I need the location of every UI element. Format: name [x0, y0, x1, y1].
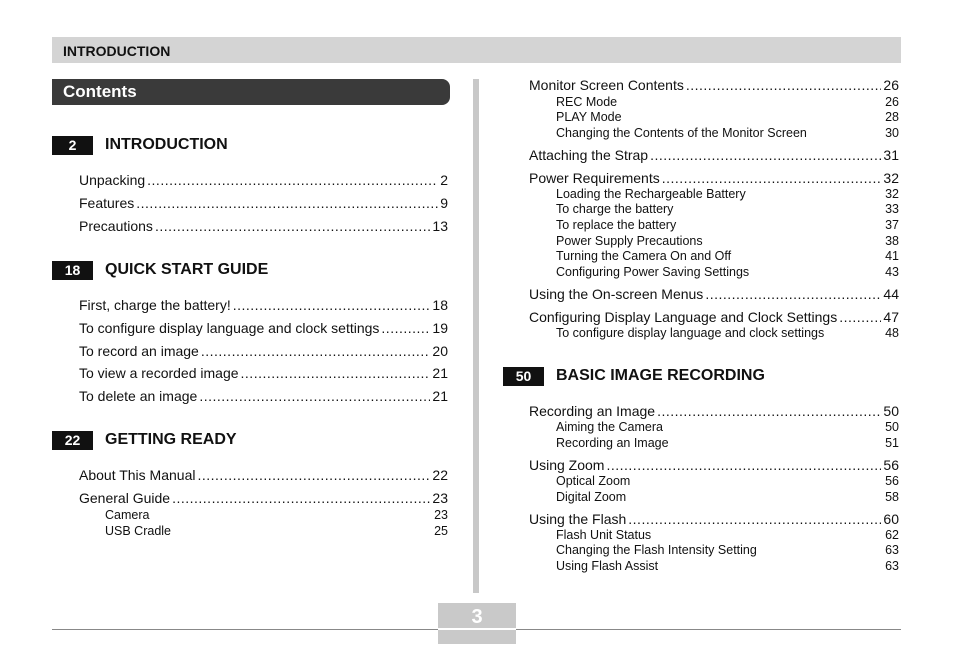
toc-entry[interactable] — [79, 490, 448, 506]
toc-subentry-page: 33 — [885, 202, 899, 216]
toc-subentry-page: 56 — [885, 474, 899, 488]
toc-subentry[interactable] — [556, 559, 899, 573]
section-number: 18 — [52, 261, 93, 280]
section-title[interactable]: GETTING READY — [105, 431, 237, 448]
toc-subentry[interactable] — [556, 95, 899, 109]
toc-entry[interactable] — [79, 172, 448, 188]
column-divider — [473, 79, 479, 593]
toc-subentry-text: Optical Zoom — [556, 474, 631, 488]
toc-entry-page: 21 — [432, 388, 448, 404]
contents-title-bar — [52, 79, 450, 105]
toc-subentry-text: Loading the Rechargeable Battery — [556, 187, 746, 201]
toc-entry-text: To configure display language and clock settings — [79, 320, 380, 336]
toc-subentry-page: 28 — [885, 110, 899, 124]
toc-subentry[interactable] — [556, 234, 899, 248]
toc-subentry-text: PLAY Mode — [556, 110, 622, 124]
toc-subentry-page: 63 — [885, 543, 899, 557]
toc-subentry-page: 48 — [885, 326, 899, 340]
leader-dots — [147, 172, 438, 188]
toc-subentry[interactable] — [556, 126, 899, 140]
toc-entry-page: 21 — [432, 365, 448, 381]
toc-entry[interactable] — [529, 457, 899, 473]
section-title[interactable]: BASIC IMAGE RECORDING — [556, 367, 765, 384]
toc-entry-page: 20 — [432, 343, 448, 359]
toc-entry-text: Precautions — [79, 218, 153, 234]
toc-subentry-text: REC Mode — [556, 95, 618, 109]
toc-subentry-page: 37 — [885, 218, 899, 232]
page-number: 3 — [471, 606, 483, 628]
toc-entry-text: Features — [79, 195, 135, 211]
toc-subentry-text: Configuring Power Saving Settings — [556, 265, 750, 279]
toc-entry[interactable] — [529, 147, 899, 163]
toc-subentry[interactable] — [105, 508, 448, 522]
toc-subentry-text: Changing the Flash Intensity Setting — [556, 543, 757, 557]
toc-entry-text: Using the Flash — [529, 511, 627, 527]
header-bar — [52, 37, 901, 63]
toc-entry-page: 2 — [440, 172, 448, 188]
leader-dots — [606, 457, 881, 473]
toc-entry[interactable] — [79, 297, 448, 313]
toc-entry-page: 31 — [883, 147, 899, 163]
toc-entry-page: 9 — [440, 195, 448, 211]
toc-subentry-page: 63 — [885, 559, 899, 573]
toc-entry-text: First, charge the battery! — [79, 297, 231, 313]
toc-entry[interactable] — [79, 320, 448, 336]
toc-entry[interactable] — [529, 309, 899, 325]
leader-dots — [381, 320, 430, 336]
toc-entry-text: Attaching the Strap — [529, 147, 649, 163]
toc-entry[interactable] — [529, 77, 899, 93]
toc-entry-page: 18 — [432, 297, 448, 313]
toc-entry[interactable] — [79, 467, 448, 483]
toc-entry-text: Using the On-screen Menus — [529, 286, 704, 302]
section-number: 50 — [503, 367, 544, 386]
toc-subentry-text: USB Cradle — [105, 524, 171, 538]
toc-entry-page: 50 — [883, 403, 899, 419]
toc-subentry-page: 25 — [434, 524, 448, 538]
toc-entry[interactable] — [529, 403, 899, 419]
toc-subentry-page: 32 — [885, 187, 899, 201]
section-number: 2 — [52, 136, 93, 155]
toc-entry-page: 22 — [432, 467, 448, 483]
leader-dots — [839, 309, 881, 325]
toc-subentry[interactable] — [556, 110, 899, 124]
toc-entry-text: To record an image — [79, 343, 199, 359]
toc-subentry-page: 51 — [885, 436, 899, 450]
leader-dots — [657, 403, 881, 419]
toc-subentry-text: To configure display language and clock settings — [556, 326, 825, 340]
toc-entry-page: 56 — [883, 457, 899, 473]
toc-entry[interactable] — [79, 218, 448, 234]
toc-entry-text: Power Requirements — [529, 170, 660, 186]
toc-subentry-page: 58 — [885, 490, 899, 504]
toc-subentry-text: Digital Zoom — [556, 490, 627, 504]
toc-subentry-text: Aiming the Camera — [556, 420, 663, 434]
toc-entry-text: To view a recorded image — [79, 365, 239, 381]
toc-subentry-page: 23 — [434, 508, 448, 522]
toc-subentry-text: Turning the Camera On and Off — [556, 249, 732, 263]
toc-subentry[interactable] — [556, 265, 899, 279]
toc-entry-text: Monitor Screen Contents — [529, 77, 684, 93]
leader-dots — [201, 343, 431, 359]
toc-entry-page: 23 — [432, 490, 448, 506]
toc-subentry[interactable] — [556, 436, 899, 450]
toc-subentry-text: Using Flash Assist — [556, 559, 659, 573]
toc-subentry-text: Flash Unit Status — [556, 528, 652, 542]
toc-entry-text: To delete an image — [79, 388, 198, 404]
contents-title: Contents — [63, 82, 137, 101]
leader-dots — [705, 286, 881, 302]
toc-subentry-page: 41 — [885, 249, 899, 263]
toc-subentry-text: Camera — [105, 508, 150, 522]
section-number: 22 — [52, 431, 93, 450]
toc-subentry-text: To replace the battery — [556, 218, 677, 232]
toc-subentry-page: 62 — [885, 528, 899, 542]
toc-entry-page: 44 — [883, 286, 899, 302]
toc-subentry-page: 38 — [885, 234, 899, 248]
header-label: INTRODUCTION — [63, 43, 171, 59]
toc-subentry[interactable] — [105, 524, 448, 538]
leader-dots — [628, 511, 881, 527]
toc-subentry[interactable] — [556, 474, 899, 488]
section-title[interactable]: INTRODUCTION — [105, 136, 228, 153]
toc-entry[interactable] — [79, 195, 448, 211]
toc-subentry-text: Power Supply Precautions — [556, 234, 703, 248]
leader-dots — [197, 467, 430, 483]
toc-subentry[interactable] — [556, 326, 899, 340]
leader-dots — [650, 147, 881, 163]
toc-subentry-page: 26 — [885, 95, 899, 109]
leader-dots — [686, 77, 882, 93]
toc-subentry[interactable] — [556, 249, 899, 263]
toc-subentry-page: 50 — [885, 420, 899, 434]
toc-entry[interactable] — [79, 388, 448, 404]
toc-entry-text: Configuring Display Language and Clock Settings — [529, 309, 838, 325]
leader-dots — [172, 490, 430, 506]
section-title[interactable]: QUICK START GUIDE — [105, 261, 269, 278]
toc-subentry[interactable] — [556, 528, 899, 542]
leader-dots — [241, 365, 431, 381]
toc-subentry-text: Changing the Contents of the Monitor Screen — [556, 126, 807, 140]
toc-entry[interactable] — [79, 343, 448, 359]
leader-dots — [233, 297, 431, 313]
toc-subentry-text: To charge the battery — [556, 202, 674, 216]
toc-entry[interactable] — [79, 365, 448, 381]
leader-dots — [199, 388, 430, 404]
toc-entry-page: 32 — [883, 170, 899, 186]
toc-entry-text: Using Zoom — [529, 457, 605, 473]
toc-entry-page: 19 — [432, 320, 448, 336]
toc-entry[interactable] — [529, 511, 899, 527]
toc-subentry[interactable] — [556, 202, 899, 216]
toc-entry[interactable] — [529, 286, 899, 302]
toc-subentry[interactable] — [556, 543, 899, 557]
toc-entry-page: 47 — [883, 309, 899, 325]
toc-entry-text: About This Manual — [79, 467, 196, 483]
toc-entry-text: General Guide — [79, 490, 171, 506]
page-number-box — [438, 603, 516, 644]
leader-dots — [662, 170, 882, 186]
toc-subentry[interactable] — [556, 420, 899, 434]
toc-subentry[interactable] — [556, 187, 899, 201]
toc-entry-page: 13 — [432, 218, 448, 234]
toc-subentry[interactable] — [556, 490, 899, 504]
toc-entry[interactable] — [529, 170, 899, 186]
toc-entry-text: Unpacking — [79, 172, 146, 188]
toc-entry-page: 26 — [883, 77, 899, 93]
toc-subentry-text: Recording an Image — [556, 436, 669, 450]
toc-subentry-page: 43 — [885, 265, 899, 279]
toc-subentry[interactable] — [556, 218, 899, 232]
toc-subentry-page: 30 — [885, 126, 899, 140]
leader-dots — [136, 195, 438, 211]
toc-entry-page: 60 — [883, 511, 899, 527]
toc-entry-text: Recording an Image — [529, 403, 656, 419]
leader-dots — [155, 218, 430, 234]
